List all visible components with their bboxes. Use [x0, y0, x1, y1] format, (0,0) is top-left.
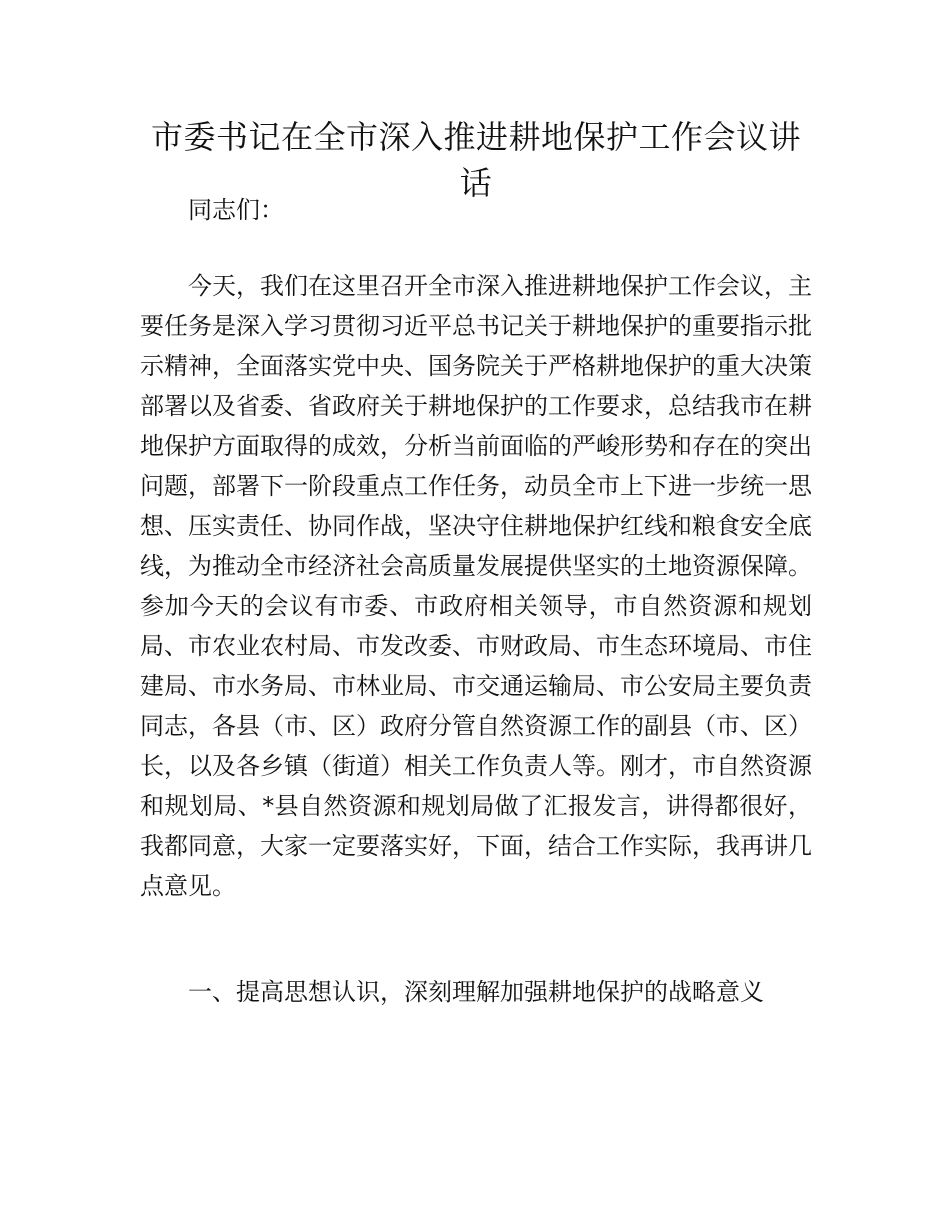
body-paragraph: 今天，我们在这里召开全市深入推进耕地保护工作会议，主要任务是深入学习贯彻习近平总书记关于耕地保护的重要指示批示精神，全面落实党中央、国务院关于严格耕地保护的重大决策部署以及省委、省政府关于耕地保护的工作要求，总结我市在耕地保护方面取得的成效，分析当前面临的严峻形势和存在的突出问题，部署下一阶段重点工作任务，动员全市上下进一步统一思想、压实责任、协同作战，坚决守住耕地保护红线和粮食安全底线，为推动全市经济社会高质量发展提供坚实的土地资源保障。参加今天的会议有市委、市政府相关领导，市自然资源和规划局、市农业农村局、市发改委、市财政局、市生态环境局、市住建局、市水务局、市林业局、市交通运输局、市公安局主要负责同志，各县（市、区）政府分管自然资源工作的副县（市、区）长，以及各乡镇（街道）相关工作负责人等。刚才，市自然资源和规划局、*县自然资源和规划局做了汇报发言，讲得都很好，我都同意，大家一定要落实好，下面，结合工作实际，我再讲几点意见。 — [140, 272, 812, 900]
salutation: 同志们： — [188, 196, 284, 224]
section-heading: 一、提高思想认识，深刻理解加强耕地保护的战略意义 — [188, 978, 764, 1006]
document-title: 市委书记在全市深入推进耕地保护工作会议讲话 — [150, 118, 801, 202]
